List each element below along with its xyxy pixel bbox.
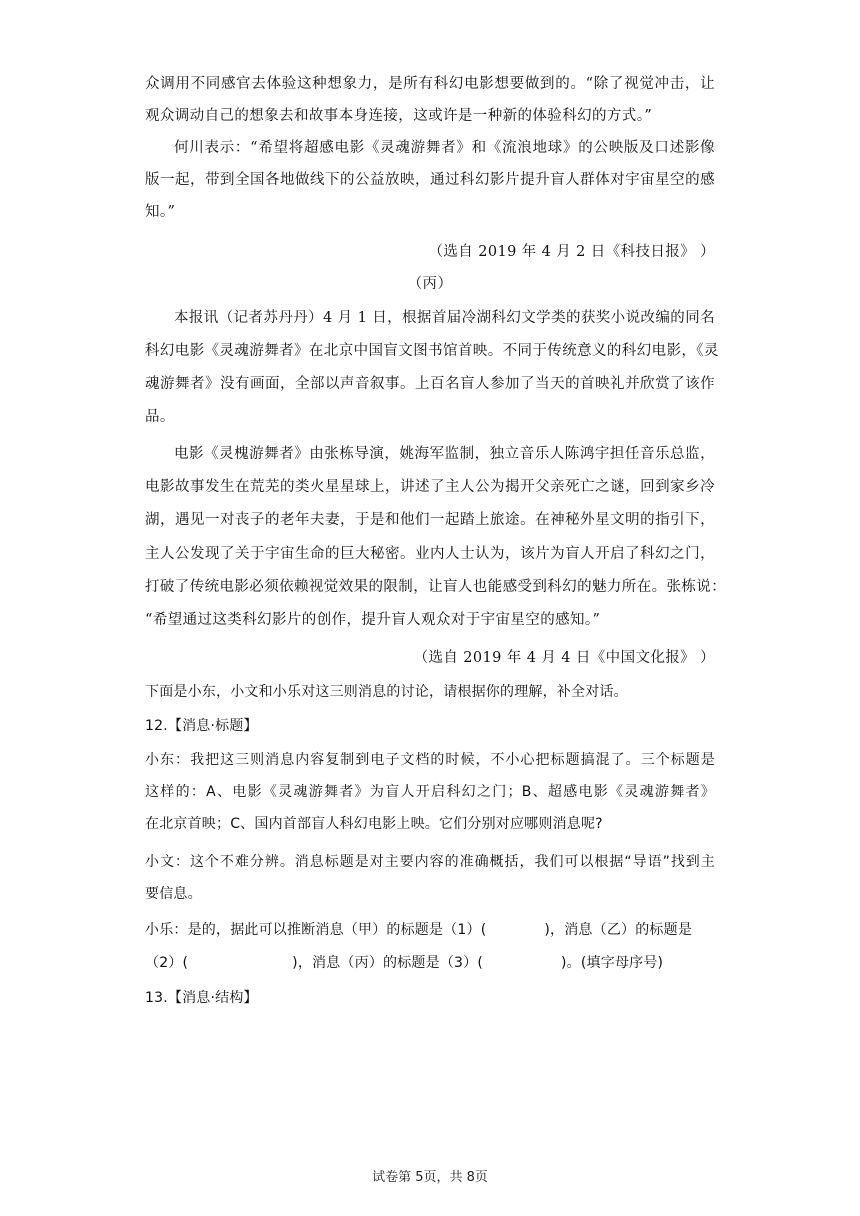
text-line: 版一起，带到全国各地做线下的公益放映，通过科幻影片提升盲人群体对宇宙星空的感 — [145, 172, 715, 188]
text-line: 主人公发现了关于宇宙生命的巨大秘密。业内人士认为，该片为盲人开启了科幻之门， — [145, 546, 715, 562]
section-heading: （丙） — [407, 276, 453, 292]
source-citation: （选自 2019 年 4 月 2 日《科技日报》 ） — [428, 244, 715, 260]
dialogue-text: )。(填字母序号) — [561, 955, 664, 971]
text-line: 本报讯（记者苏丹丹）4 月 1 日，根据首届冷湖科幻文学类的获奖小说改编的同名 — [174, 310, 715, 326]
question-12-heading: 12.【消息·标题】 — [145, 718, 258, 734]
text-line: 魂游舞者》没有画面，全部以声音叙事。上百名盲人参加了当天的首映礼并欣赏了该作 — [145, 376, 715, 392]
text-line: 众调用不同感官去体验这种想象力，是所有科幻电影想要做到的。“除了视觉冲击，让 — [145, 76, 715, 92]
question-13-heading: 13.【消息·结构】 — [145, 990, 258, 1006]
text-line: 知。” — [145, 204, 176, 220]
dialogue-text: )，消息（乙）的标题是 — [544, 922, 693, 938]
text-line: 电影《灵槐游舞者》由张栋导演，姚海军监制，独立音乐人陈鸿宇担任音乐总监， — [174, 446, 715, 462]
text-line: 电影故事发生在荒芜的类火星星球上，讲述了主人公为揭开父亲死亡之谜，回到家乡冷 — [145, 479, 715, 495]
text-line: 湖，遇见一对丧子的老年夫妻，于是和他们一起踏上旅途。在神秘外星文明的指引下， — [145, 512, 715, 528]
dialogue-line-answer-2 — [145, 953, 715, 973]
dialogue-line: 这样的：A、电影《灵魂游舞者》为盲人开启科幻之门；B、超感电影《灵魂游舞者》 — [145, 784, 715, 800]
instruction-text: 下面是小东，小文和小乐对这三则消息的讨论，请根据你的理解，补全对话。 — [145, 684, 628, 700]
dialogue-line: 小东：我把这三则消息内容复制到电子文档的时候，不小心把标题搞混了。三个标题是 — [145, 752, 715, 768]
dialogue-line: 在北京首映；C、国内首部盲人科幻电影上映。它们分别对应哪则消息呢? — [145, 816, 603, 832]
text-line: 科幻电影《灵魂游舞者》在北京中国盲文图书馆首映。不同于传统意义的科幻电影，《灵 — [145, 343, 719, 359]
text-line: 打破了传统电影必须依赖视觉效果的限制，让盲人也能感受到科幻的魅力所在。张栋说： — [145, 579, 727, 595]
text-line: 观众调动自己的想象去和故事本身连接，这或许是一种新的体验科幻的方式。” — [145, 108, 653, 124]
dialogue-text: （2）( — [145, 955, 189, 971]
text-line: “希望通过这类科幻影片的创作，提升盲人观众对于宇宙星空的感知。” — [145, 612, 601, 628]
dialogue-line: 要信息。 — [145, 886, 202, 902]
dialogue-line: 小文：这个不难分辨。消息标题是对主要内容的准确概括，我们可以根据“导语”找到主 — [145, 854, 715, 870]
dialogue-text: 小乐：是的，据此可以推断消息（甲）的标题是（1）( — [145, 922, 487, 938]
text-line: 何川表示：“希望将超感电影《灵魂游舞者》和《流浪地球》的公映版及口述影像 — [174, 140, 715, 156]
text-line: 品。 — [145, 409, 175, 425]
dialogue-text: )，消息（丙）的标题是（3）( — [292, 955, 484, 971]
page-footer: 试卷第 5页，共 8页 — [372, 1170, 488, 1185]
source-citation: （选自 2019 年 4 月 4 日《中国文化报》 ） — [413, 650, 715, 666]
dialogue-line-answer-1 — [145, 920, 715, 940]
